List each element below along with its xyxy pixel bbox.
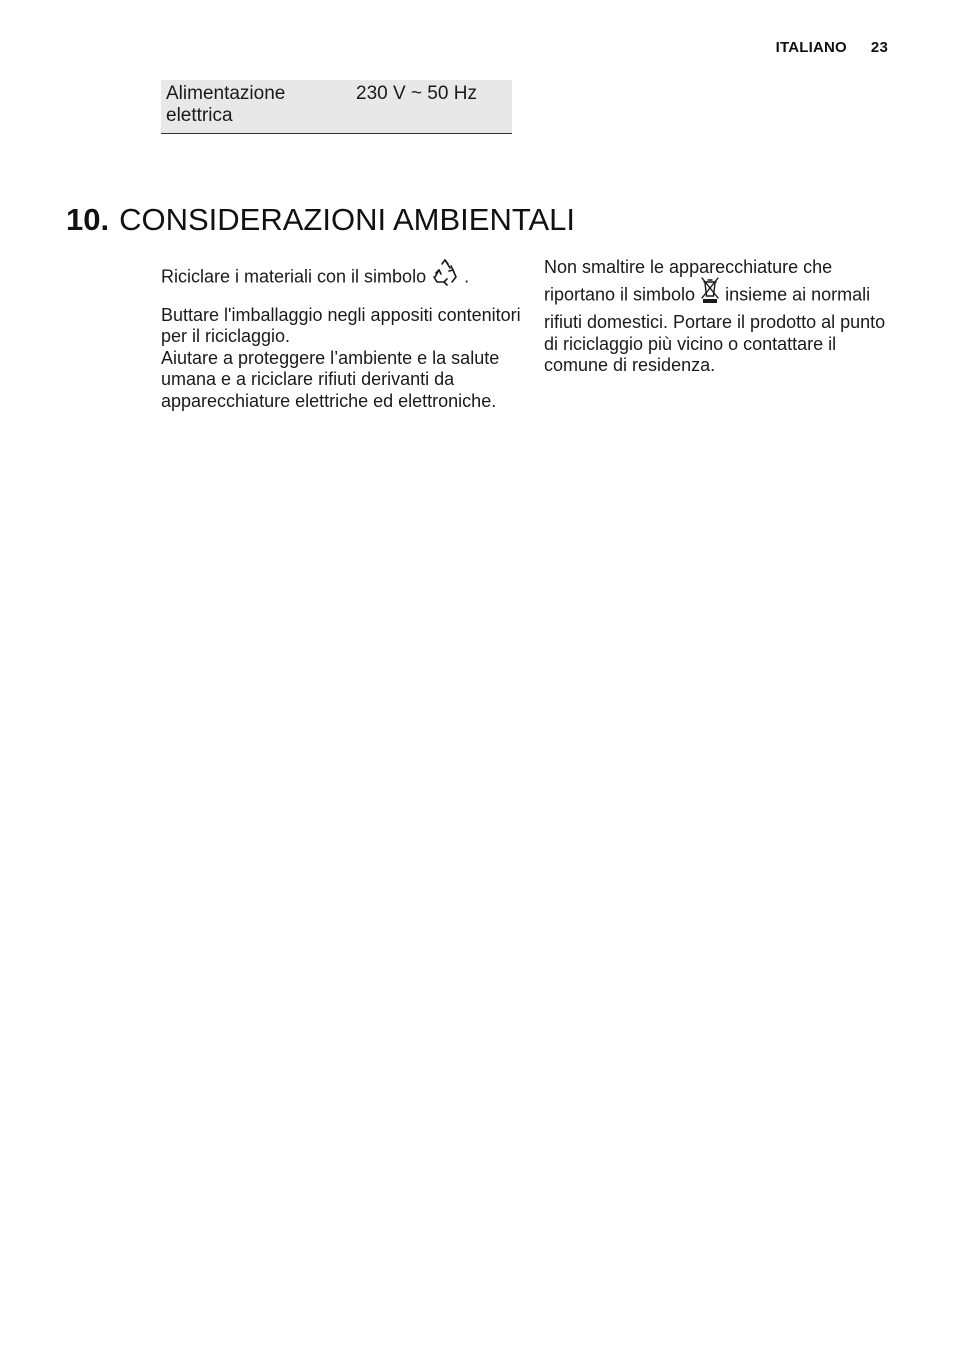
section-number: 10. [66, 202, 110, 237]
spec-value: 230 V ~ 50 Hz [356, 83, 477, 104]
weee-text-before: Non smaltire le apparecchiature che riportano il simbolo [544, 257, 833, 304]
recycle-icon [431, 258, 459, 292]
recycle-paragraph [161, 261, 521, 295]
section-heading [66, 200, 575, 240]
protect-paragraph: Aiutare a proteggere l’ambiente e la salute umana e a riciclare rifiuti derivanti da apparecchiature elettriche ed elettroniche. [161, 347, 500, 411]
left-column [161, 261, 521, 412]
crossed-bin-icon [700, 276, 720, 310]
page-header [776, 39, 888, 56]
right-column [544, 257, 896, 377]
weee-paragraph [544, 257, 896, 377]
weee-text-after: insieme ai normali rifiuti domestici. Portare il prodotto al punto di riciclaggio più vicino o contattare il comune di residenza. [544, 284, 886, 375]
header-language: ITALIANO [775, 39, 847, 56]
spec-label: Alimentazione elettrica [166, 83, 286, 126]
section-title: CONSIDERAZIONI AMBIENTALI [119, 202, 575, 237]
recycle-suffix: . [464, 266, 470, 287]
packaging-paragraph: Buttare l'imballaggio negli appositi contenitori per il riciclaggio. [161, 304, 521, 346]
spec-table [161, 80, 512, 134]
page-number: 23 [870, 39, 888, 56]
recycle-text: Riciclare i materiali con il simbolo [161, 266, 427, 287]
